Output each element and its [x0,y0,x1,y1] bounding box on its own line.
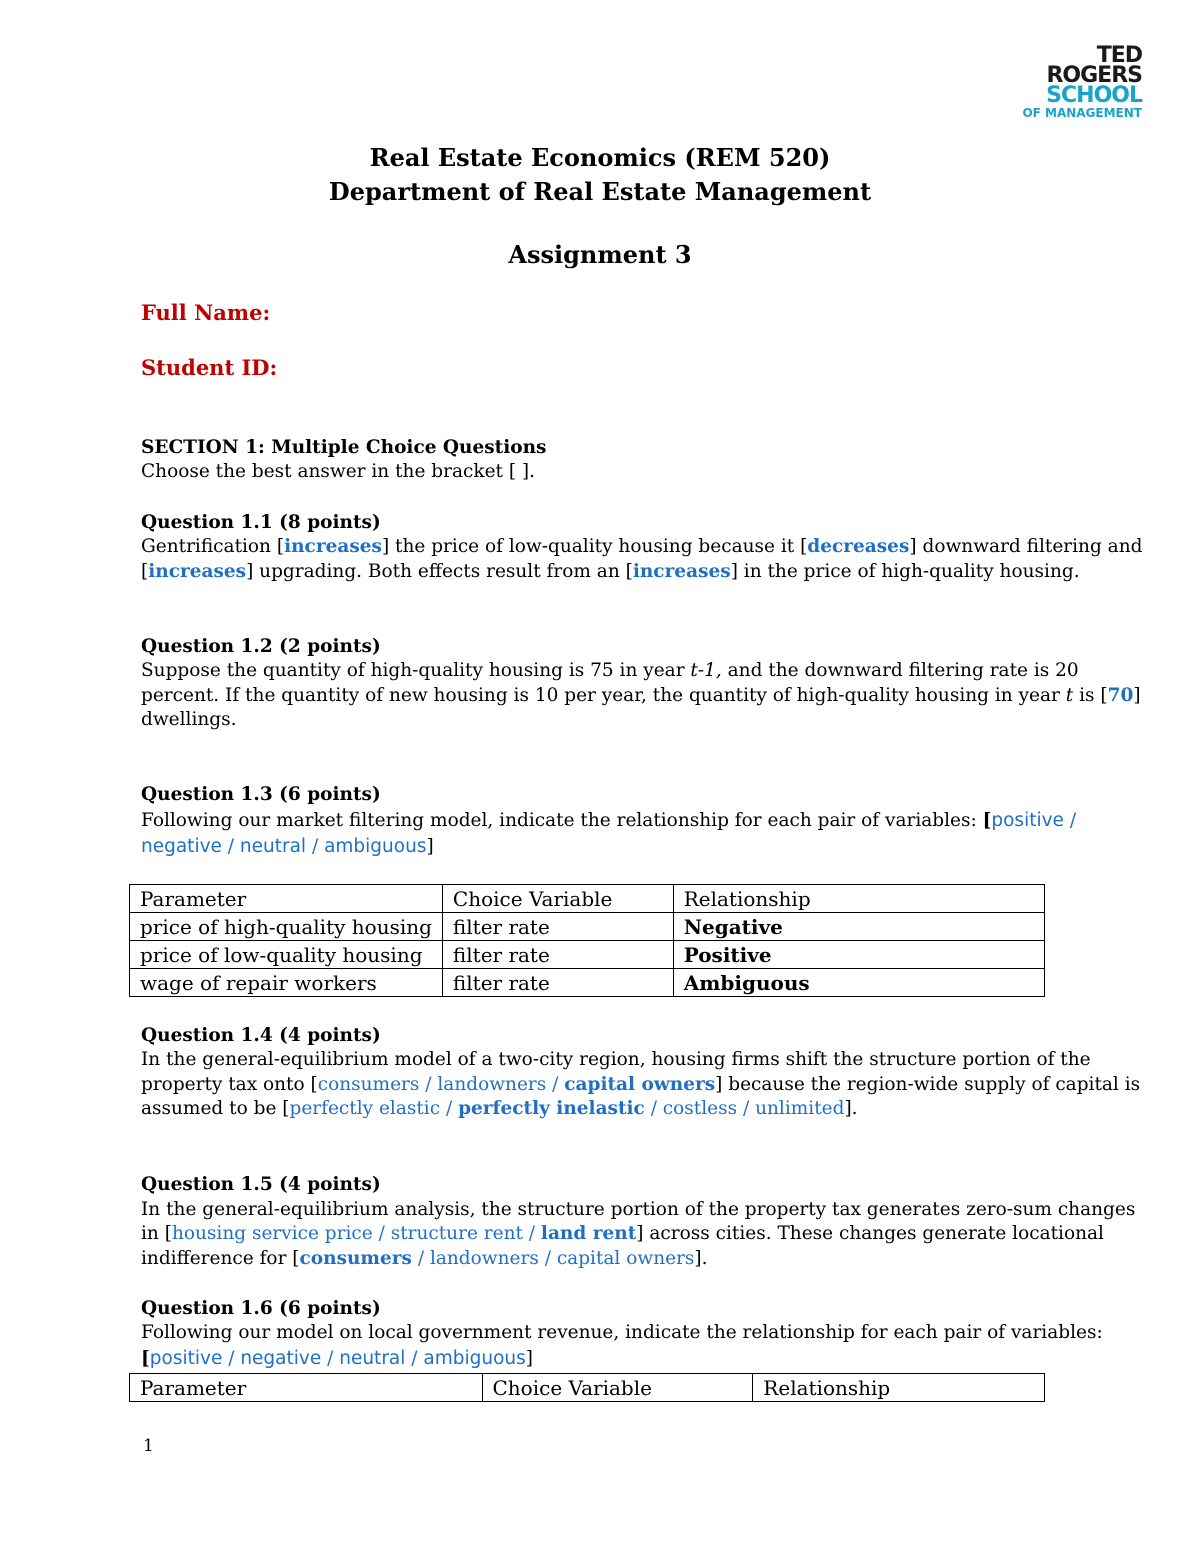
table-header-cell: Relationship [673,885,1044,913]
table-header-cell: Choice Variable [442,885,673,913]
q1-2-title: Question 1.2 (2 points) [141,636,381,657]
logo-line-rogers: ROGERS [1046,63,1142,88]
q1-3-title: Question 1.3 (6 points) [141,784,381,805]
school-logo [1022,43,1142,120]
q1-4-answer: perfectly inelastic [458,1098,645,1119]
q1-3-table [129,884,1045,997]
table-row [130,941,1045,969]
assignment-title: Assignment 3 [508,240,692,269]
table-cell: filter rate [442,969,673,997]
student-id-label: Student ID: [141,355,278,380]
q1-1-title: Question 1.1 (8 points) [141,512,381,533]
logo-line-ted: TED [1096,43,1142,68]
q1-5-line3: indifference for [consumers / landowners / capital owners]. [141,1248,708,1269]
q1-6-table [129,1373,1045,1402]
q1-6-line1: Following our model on local government revenue, indicate the relationship for each pair of variables: [141,1322,1103,1343]
q1-4-line2: property tax onto [consumers / landowners / capital owners] because the region-wide supply of capital is [141,1074,1141,1095]
table-header-row [130,885,1045,913]
q1-2-line1: Suppose the quantity of high-quality housing is 75 in year t-1, and the downward filtering rate is 20 [141,660,1079,681]
q1-4-title: Question 1.4 (4 points) [141,1025,381,1046]
logo-line-school: SCHOOL [1046,83,1142,108]
table-header-cell: Relationship [753,1374,1045,1402]
relationship-answer: Negative [673,913,1044,941]
table-header-cell: Choice Variable [482,1374,753,1402]
q1-4-answer: capital owners [564,1074,716,1095]
q1-4-line3: assumed to be [perfectly elastic / perfectly inelastic / costless / unlimited]. [141,1098,858,1119]
q1-1-line2: [increases] upgrading. Both effects result from an [increases] in the price of high-quality housing. [141,561,1080,582]
q1-5-answer: consumers [299,1248,412,1269]
table-cell: wage of repair workers [130,969,443,997]
q1-1-answer: increases [148,561,247,582]
q1-1-answer: decreases [807,536,910,557]
q1-1-answer: increases [632,561,731,582]
table-header-row [130,1374,1045,1402]
relationship-answer: Positive [673,941,1044,969]
table-cell: price of low-quality housing [130,941,443,969]
q1-1-answer: increases [284,536,382,557]
table-header-cell: Parameter [130,1374,483,1402]
q1-5-answer: land rent [540,1223,637,1244]
department-title: Department of Real Estate Management [328,177,872,206]
logo-line-management: OF MANAGEMENT [1022,106,1142,120]
q1-5-line1: In the general-equilibrium analysis, the structure portion of the property tax generates zero-sum changes [141,1199,1136,1220]
section1-instruction: Choose the best answer in the bracket [ ]. [141,461,536,482]
q1-5-line2: in [housing service price / structure rent / land rent] across cities. These changes generate locational [141,1223,1104,1244]
q1-3-line1: Following our market filtering model, indicate the relationship for each pair of variables: [positive / [141,810,1077,831]
q1-1-line1: Gentrification [increases] the price of low-quality housing because it [decreases] downward filtering and [141,536,1143,557]
course-title: Real Estate Economics (REM 520) [369,143,831,172]
full-name-label: Full Name: [141,300,271,325]
table-cell: price of high-quality housing [130,913,443,941]
section1-title: SECTION 1: Multiple Choice Questions [141,437,547,458]
table-cell: filter rate [442,941,673,969]
q1-6-title: Question 1.6 (6 points) [141,1298,381,1319]
table-header-cell: Parameter [130,885,443,913]
q1-6-line2: [positive / negative / neutral / ambiguous] [141,1348,534,1369]
table-row [130,969,1045,997]
relationship-answer: Ambiguous [673,969,1044,997]
table-row [130,913,1045,941]
q1-5-title: Question 1.5 (4 points) [141,1174,381,1195]
page-number: 1 [143,1436,154,1456]
q1-2-answer: 70 [1107,685,1134,706]
table-cell: filter rate [442,913,673,941]
q1-4-line1: In the general-equilibrium model of a two-city region, housing firms shift the structure portion of the [141,1049,1091,1070]
q1-2-line3: dwellings. [141,709,237,730]
q1-3-line2: negative / neutral / ambiguous] [141,836,434,857]
q1-2-line2: percent. If the quantity of new housing is 10 per year, the quantity of high-quality housing in year t is [70] [141,685,1141,706]
